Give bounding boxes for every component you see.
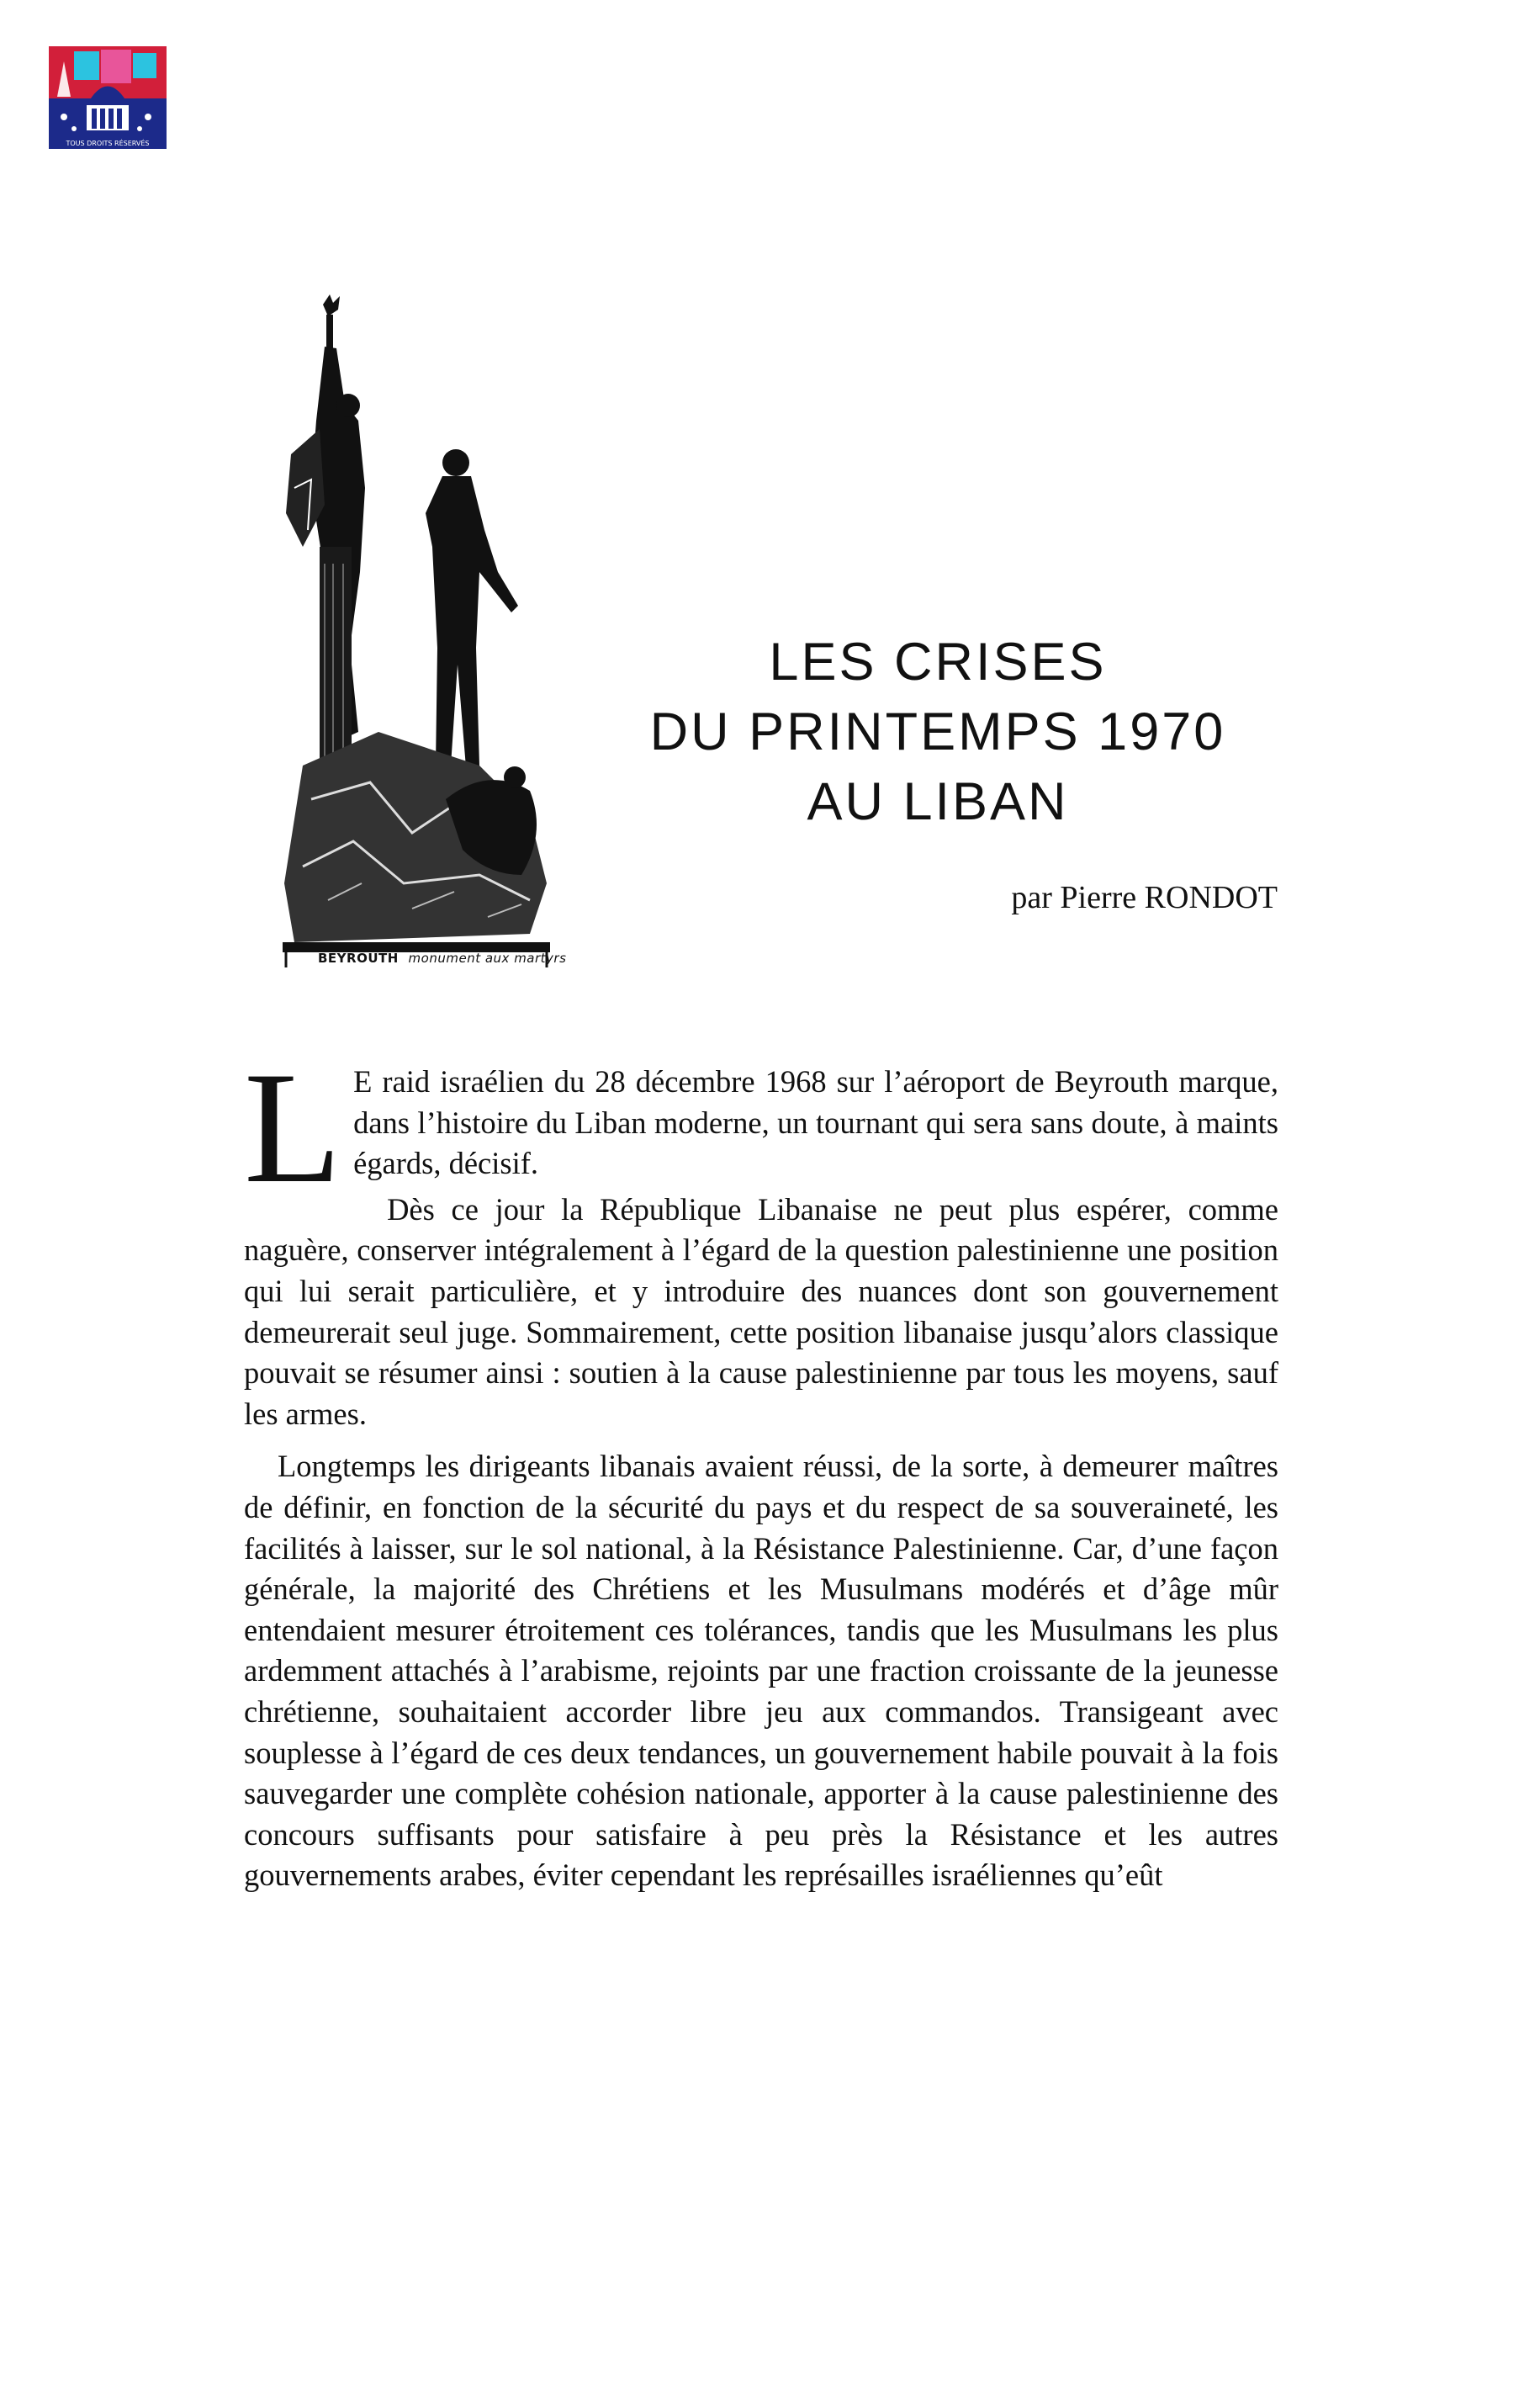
body-paragraph: Longtemps les dirigeants libanais avaient réussi, de la sorte, à demeurer maîtres de définir, en fonction de la sécurité du pays et du respect de sa souveraineté, les facilités à laisser, sur le sol national, à la Résistance Palestinienne. Car, d’une façon générale, la majorité des Chrétiens et les Musulmans modérés et d’âge mûr entendaient mesurer étroitement ces tolérances, tandis que les Musulmans les plus ardemment attachés à l’arabisme, rejoints par une fraction croissante de la jeunesse chrétienne, souhaitaient accorder libre jeu aux commandos. Transigeant avec souplesse à l’égard de ces deux tendances, un gouvernement habile pouvait à la fois sauvegarder une complète cohésion nationale, apporter à la cause palestinienne des concours suffisants pour satisfaire à peu près la Résistance et les autres gouvernements arabes, éviter cependant les représailles israéliennes qu’eût — [244, 1449, 1278, 1893]
first-paragraph-text: E raid israélien du 28 décembre 1968 sur l’aéroport de Beyrouth marque, dans l’histoire du Liban moderne, un tournant qui sera sans doute, à maints égards, décisif. — [353, 1064, 1278, 1181]
body-paragraph: Dès ce jour la République Libanaise ne peut plus espérer, comme naguère, conserver intégralement à l’égard de la question palestinienne une position qui lui serait particulière, et y introduire des nuances dont son gouvernement demeurerait seul juge. Sommairement, cette position libanaise jusqu’alors classique pouvait se résumer ainsi : soutien à la cause palestinienne par tous les moyens, sauf les armes. — [244, 1191, 1278, 1431]
martyrs-monument-drawing — [278, 294, 555, 984]
figure-caption — [318, 951, 566, 966]
caption-text: monument aux martyrs — [408, 951, 567, 966]
caption-city: BEYROUTH — [318, 951, 399, 966]
institution-logo — [49, 46, 167, 149]
monument-illustration — [278, 294, 555, 984]
logo-emblem — [49, 46, 167, 149]
article-title — [580, 628, 1295, 837]
logo-caption: TOUS DROITS RÉSERVÉS — [66, 140, 150, 147]
article-author: par Pierre RONDOT — [1011, 880, 1278, 915]
drop-cap: L — [244, 1040, 342, 1216]
title-line: DU PRINTEMPS 1970 — [649, 702, 1226, 761]
first-paragraph — [244, 1040, 1278, 1216]
title-line: AU LIBAN — [807, 772, 1069, 831]
article-body — [244, 1040, 1278, 1896]
title-line: LES CRISES — [769, 633, 1107, 692]
